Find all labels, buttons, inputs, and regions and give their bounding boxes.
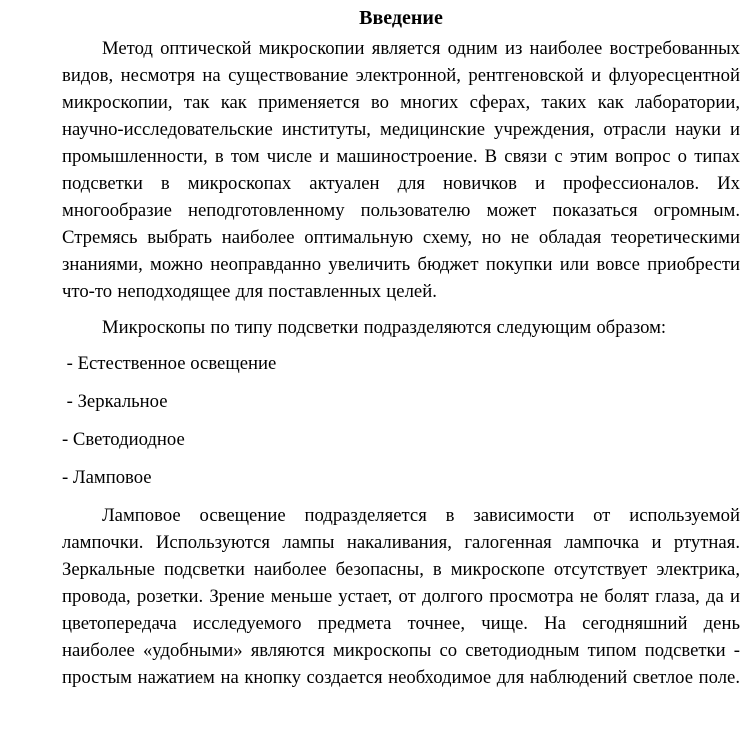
list-item-led-light: - Светодиодное (62, 429, 185, 450)
page-title: Введение (359, 7, 443, 29)
list-item-lamp-light: - Ламповое (62, 467, 152, 488)
list-lead-paragraph: Микроскопы по типу подсветки подразделяются следующим образом: (102, 317, 667, 338)
list-item-mirror-light: - Зеркальное (62, 391, 168, 412)
closing-paragraph: Ламповое освещение подразделяется в зависимости от используемой лампочки. Используются лампы накаливания, галогенная лампочка и ртутная. Зеркальные подсветки наиболее безопасны, в микроскопе отсутствует электрика, провода, розетки. Зрение меньше устает, от долгого просмотра не болят глаза, да и цветопередача исследуемого предмета точнее, чище. На сегодняшний день наиболее «удобными» являются микроскопы со светодиодным типом подсветки - простым нажатием на кнопку создается необходимое для наблюдений светлое поле. (62, 505, 740, 688)
list-item-natural-light: - Естественное освещение (62, 353, 277, 374)
intro-paragraph: Метод оптической микроскопии является одним из наиболее востребованных видов, несмотря на существование электронной, рентгеновской и флуоресцентной микроскопии, так как применяется во многих сферах, таких как лаборатории, научно-исследовательские институты, медицинские учреждения, отрасли науки и промышленности, в том числе и машиностроение. В связи с этим вопрос о типах подсветки в микроскопах актуален для новичков и профессионалов. Их многообразие неподготовленному пользователю может показаться огромным. Стремясь выбрать наиболее оптимальную схему, но не обладая теоретическими знаниями, можно неоправданно увеличить бюджет покупки или вовсе приобрести что-то неподходящее для поставленных целей. (62, 38, 740, 302)
